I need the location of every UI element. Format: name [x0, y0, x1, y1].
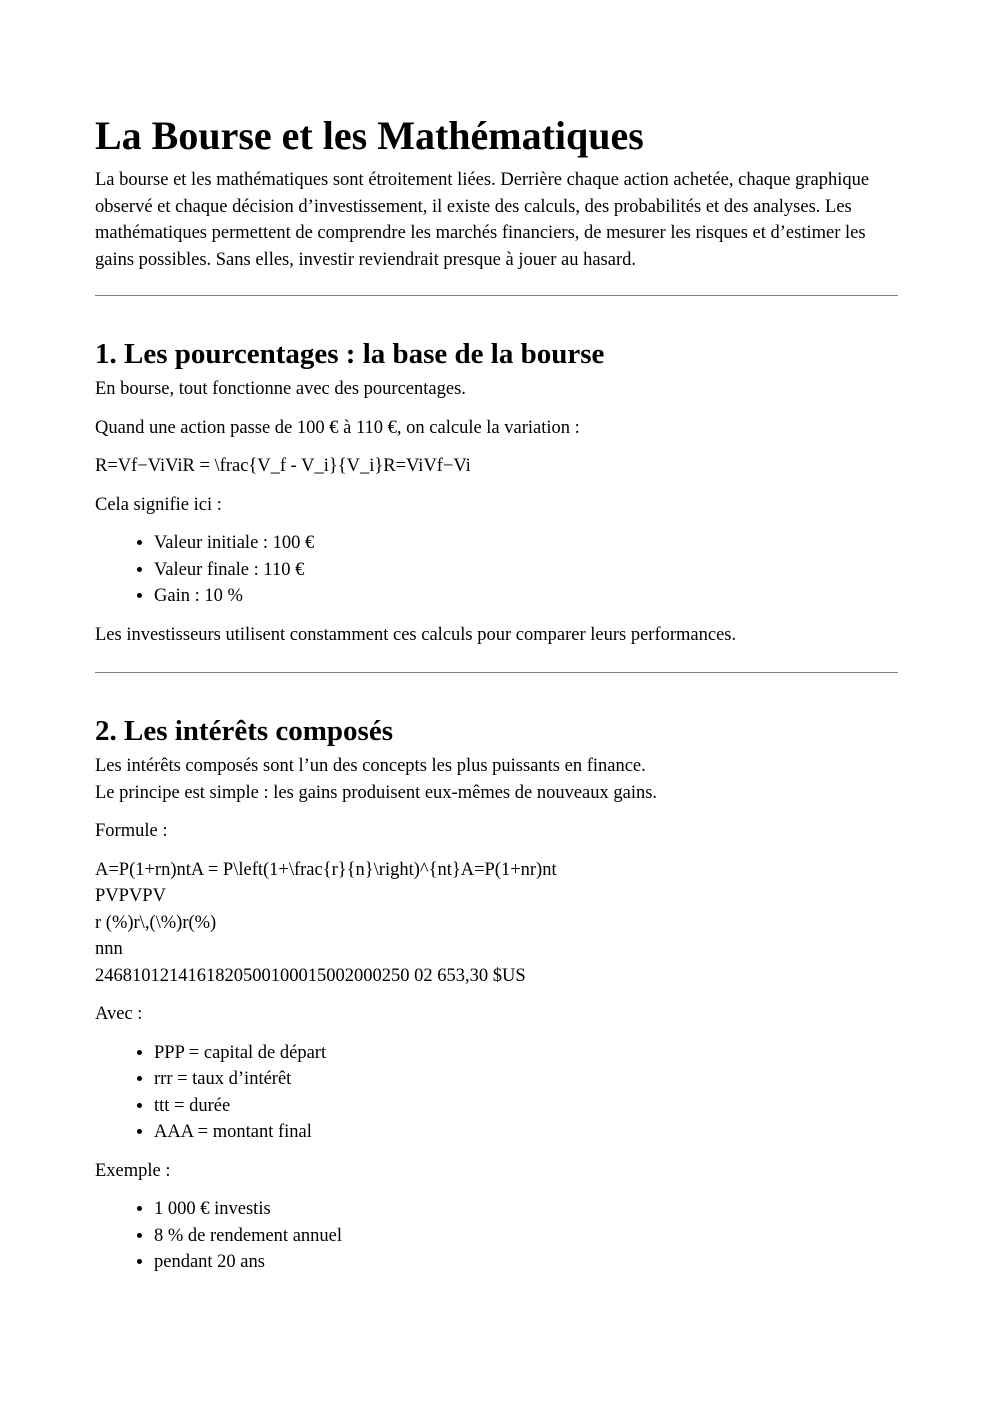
section-divider — [95, 672, 898, 673]
formula-text: R=Vf−ViViR = \frac{V_f - V_i}{V_i}R=ViVf−Vi — [95, 456, 471, 476]
paragraph: Quand une action passe de 100 € à 110 €, on calcule la variation : — [95, 417, 580, 438]
paragraph: En bourse, tout fonctionne avec des pourcentages. — [95, 379, 466, 399]
paragraph: Les investisseurs utilisent constamment ces calculs pour comparer leurs performances. — [95, 624, 737, 645]
bullet-list — [95, 1196, 898, 1276]
bullet-list — [95, 1040, 898, 1146]
page-title: La Bourse et les Mathématiques — [95, 113, 644, 158]
list-item: • Valeur finale : 110 € — [154, 557, 898, 584]
paragraph: Avec : — [95, 1004, 143, 1024]
list-item: • ttt = durée — [154, 1093, 898, 1120]
paragraph-line: Le principe est simple : les gains produisent eux-mêmes de nouveaux gains. — [95, 782, 658, 803]
section-heading-percentages: 1. Les pourcentages : la base de la bourse — [95, 338, 605, 370]
formula-line: PVPVPV — [95, 886, 166, 906]
section-compound-interest — [95, 713, 898, 1276]
formula-line: A=P(1+rn)ntA = P\left(1+\frac{r}{n}\right)^{nt}A=P(1+nr)nt — [95, 859, 557, 880]
bullet-list — [95, 530, 898, 610]
list-item: • Valeur initiale : 100 € — [154, 530, 898, 557]
list-item: • 8 % de rendement annuel — [154, 1223, 898, 1250]
intro-paragraph: La bourse et les mathématiques sont étroitement liées. Derrière chaque action achetée, chaque graphique observé et chaque décision d’investissement, il existe des calculs, des probabilités et des analyses. Les mathématiques permettent de comprendre les marchés financiers, de mesurer les risques et d’estimer les gains possibles. Sans elles, investir reviendrait presque à jouer au hasard. — [95, 170, 870, 270]
formula-line: r (%)r\,(\%)r(%) — [95, 912, 217, 933]
list-item: • pendant 20 ans — [154, 1249, 898, 1276]
list-item: • Gain : 10 % — [154, 583, 898, 610]
section-heading-compound-interest: 2. Les intérêts composés — [95, 715, 394, 747]
section-percentages — [95, 336, 898, 648]
paragraph-line: Les intérêts composés sont l’un des concepts les plus puissants en finance. — [95, 756, 646, 776]
paragraph: Cela signifie ici : — [95, 494, 222, 515]
paragraph: Formule : — [95, 821, 168, 841]
section-divider — [95, 295, 898, 296]
list-item: • rrr = taux d’intérêt — [154, 1066, 898, 1093]
formula-block — [95, 857, 898, 990]
list-item: • PPP = capital de départ — [154, 1040, 898, 1067]
document-page — [95, 111, 898, 1288]
formula-line: 2468101214161820500100015002000250 02 653,30 $US — [95, 965, 526, 986]
paragraph: Exemple : — [95, 1160, 171, 1181]
formula-line: nnn — [95, 939, 123, 959]
list-item: • 1 000 € investis — [154, 1196, 898, 1223]
paragraph — [95, 753, 898, 806]
list-item: • AAA = montant final — [154, 1119, 898, 1146]
